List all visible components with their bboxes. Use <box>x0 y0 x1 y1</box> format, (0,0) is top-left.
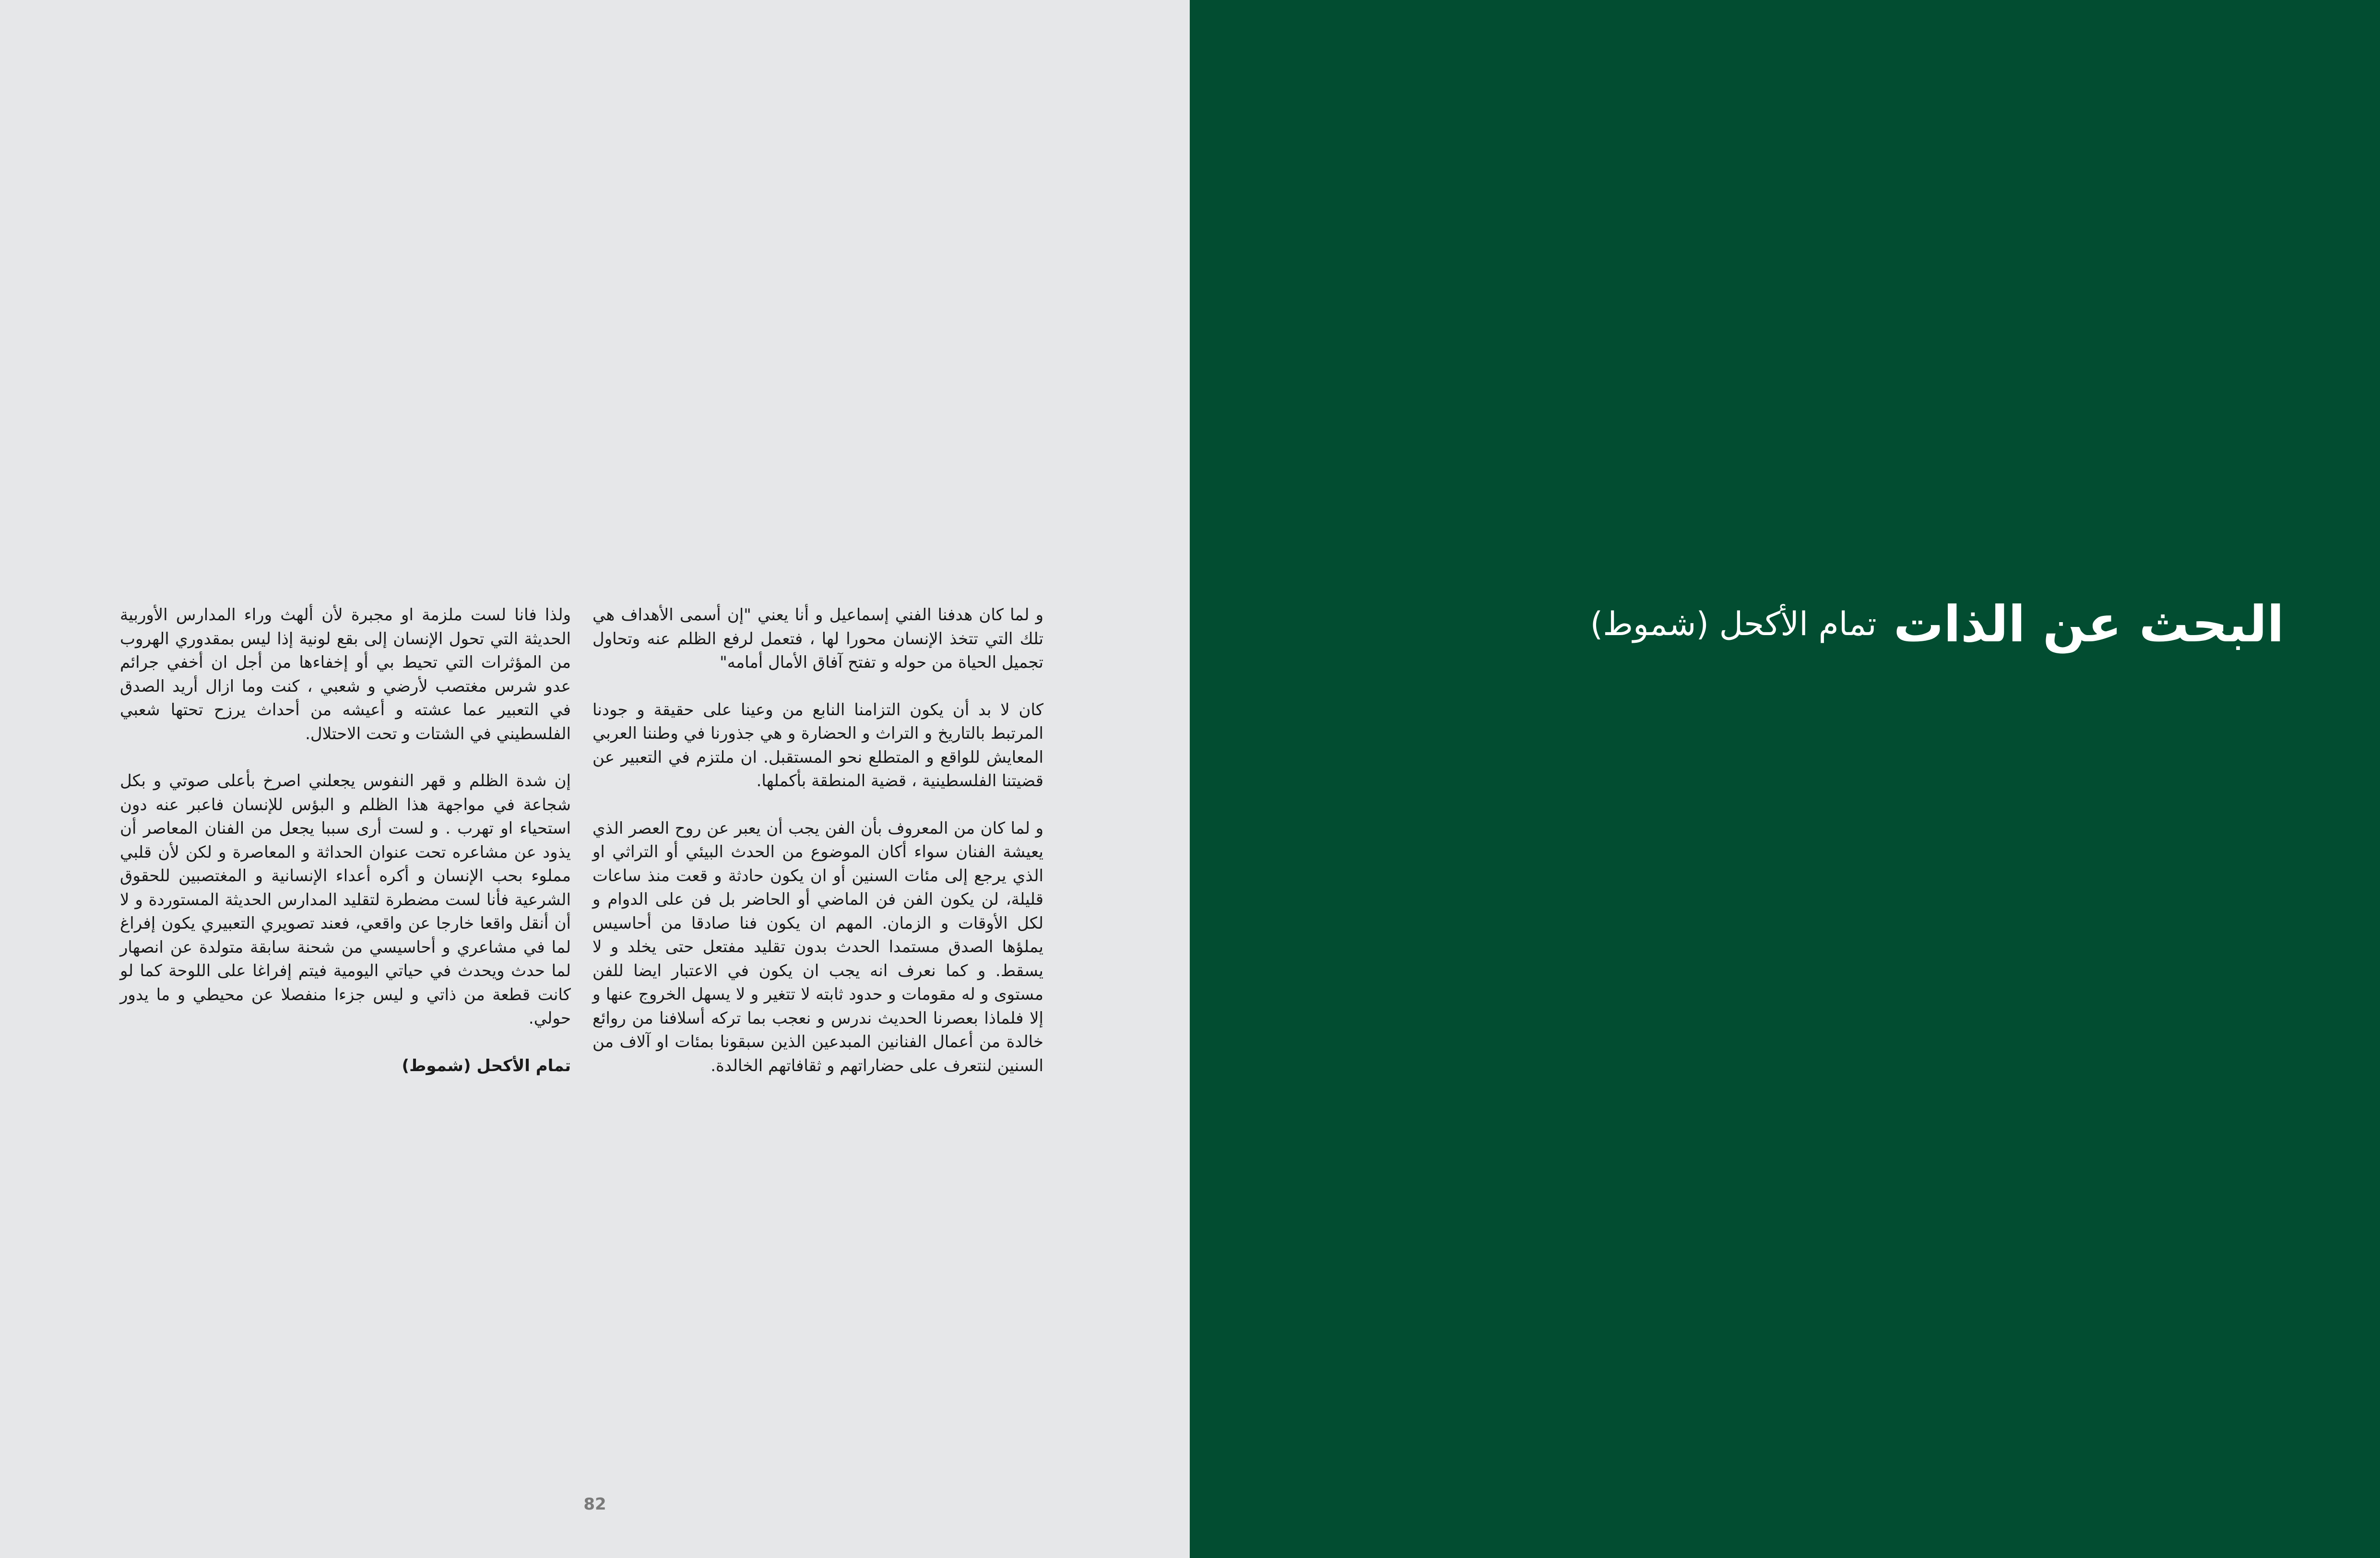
paragraph: إن شدة الظلم و قهر النفوس يجعلني اصرخ بأعلى صوتي و بكل شجاعة في مواجهة هذا الظلم و البؤس للإنسان فاعبر عنه دون استحياء او تهرب . و لست أرى سببا يجعل من الفنان المعاصر أن يذود عن مشاعره تحت عنوان الحداثة و المعاصرة و لكن لأن قلبي مملوء بحب الإنسان و أكره أعداء الإنسانية و المغتصبين للحقوق الشرعية فأنا لست مضطرة لتقليد المدارس الحديثة المستوردة و لا أن أنقل واقعا خارجا عن واقعي، فعند تصويري التعبيري يكون إفراغ لما في مشاعري و أحاسيسي من شحنة سابقة متولدة عن انصهار لما حدث ويحدث في حياتي اليومية فيتم إفراغا على اللوحة كما لو كانت قطعة من ذاتي و ليس جزءا منفصلا عن محيطي و ما يدور حولي. <box>120 771 571 1028</box>
text-column-left <box>120 603 571 1078</box>
chapter-heading <box>1590 595 2284 653</box>
page-number: 82 <box>583 1495 606 1514</box>
paragraph: و لما كان من المعروف بأن الفن يجب أن يعبر عن روح العصر الذي يعيشة الفنان سواء أكان الموضوع من الحدث البيئي أو التراثي او الذي يرجع إلى مئات السنين أو ان يكون حادثة و قعت منذ ساعات قليلة، لن يكون الفن فن الماضي أو الحاضر بل فن على الدوام و لكل الأوقات و الزمان. المهم ان يكون فنا صادقا من أحاسيس يملؤها الصدق مستمدا الحدث بدون تقليد مفتعل حتى يخلد و لا يسقط. و كما نعرف انه يجب ان يكون في الاعتبار ايضا للفن مستوى و له مقومات و حدود ثابته لا تتغير و لا يسهل الخروج عنها و إلا فلماذا بعصرنا الحديث ندرس و نعجب بما تركه أسلافنا من روائع خالدة من أعمال الفنانين المبدعين الذين سبقونا بمئات او آلاف من السنين لنتعرف على حضاراتهم و ثقافاتهم الخالدة. <box>592 818 1043 1075</box>
right-page <box>1190 0 2380 1558</box>
chapter-author: تمام الأكحل (شموط) <box>1590 605 1877 643</box>
text-column-right <box>592 603 1043 1101</box>
chapter-title: البحث عن الذات <box>1893 595 2284 653</box>
paragraph: كان لا بد أن يكون التزامنا النابع من وعينا على حقيقة و جودنا المرتبط بالتاريخ و التراث و الحضارة و هي جذورنا في وطننا العربي المعايش للواقع و المتطلع نحو المستقبل. ان ملتزم في التعبير عن قضيتنا الفلسطينية ، قضية المنطقة بأكملها. <box>592 700 1043 791</box>
author-signature: تمام الأكحل (شموط) <box>402 1056 571 1075</box>
paragraph: ولذا فانا لست ملزمة او مجبرة لأن ألهث وراء المدارس الأوربية الحديثة التي تحول الإنسان إلى بقع لونية إذا ليس بمقدوري الهروب من المؤثرات التي تحيط بي أو إخفاءها من أجل ان أخفي جرائم عدو شرس مغتصب لأرضي و شعبي ، كنت وما ازال أريد الصدق في التعبير عما عشته و أعيشه من أحداث يرزح تحتها شعبي الفلسطيني في الشتات و تحت الاحتلال. <box>120 605 571 744</box>
paragraph: و لما كان هدفنا الفني إسماعيل و أنا يعني "إن أسمى الأهداف هي تلك التي تتخذ الإنسان محورا لها ، فتعمل لرفع الظلم عنه وتحاول تجميل الحياة من حوله و تفتح آفاق الأمال أمامه" <box>592 605 1043 672</box>
